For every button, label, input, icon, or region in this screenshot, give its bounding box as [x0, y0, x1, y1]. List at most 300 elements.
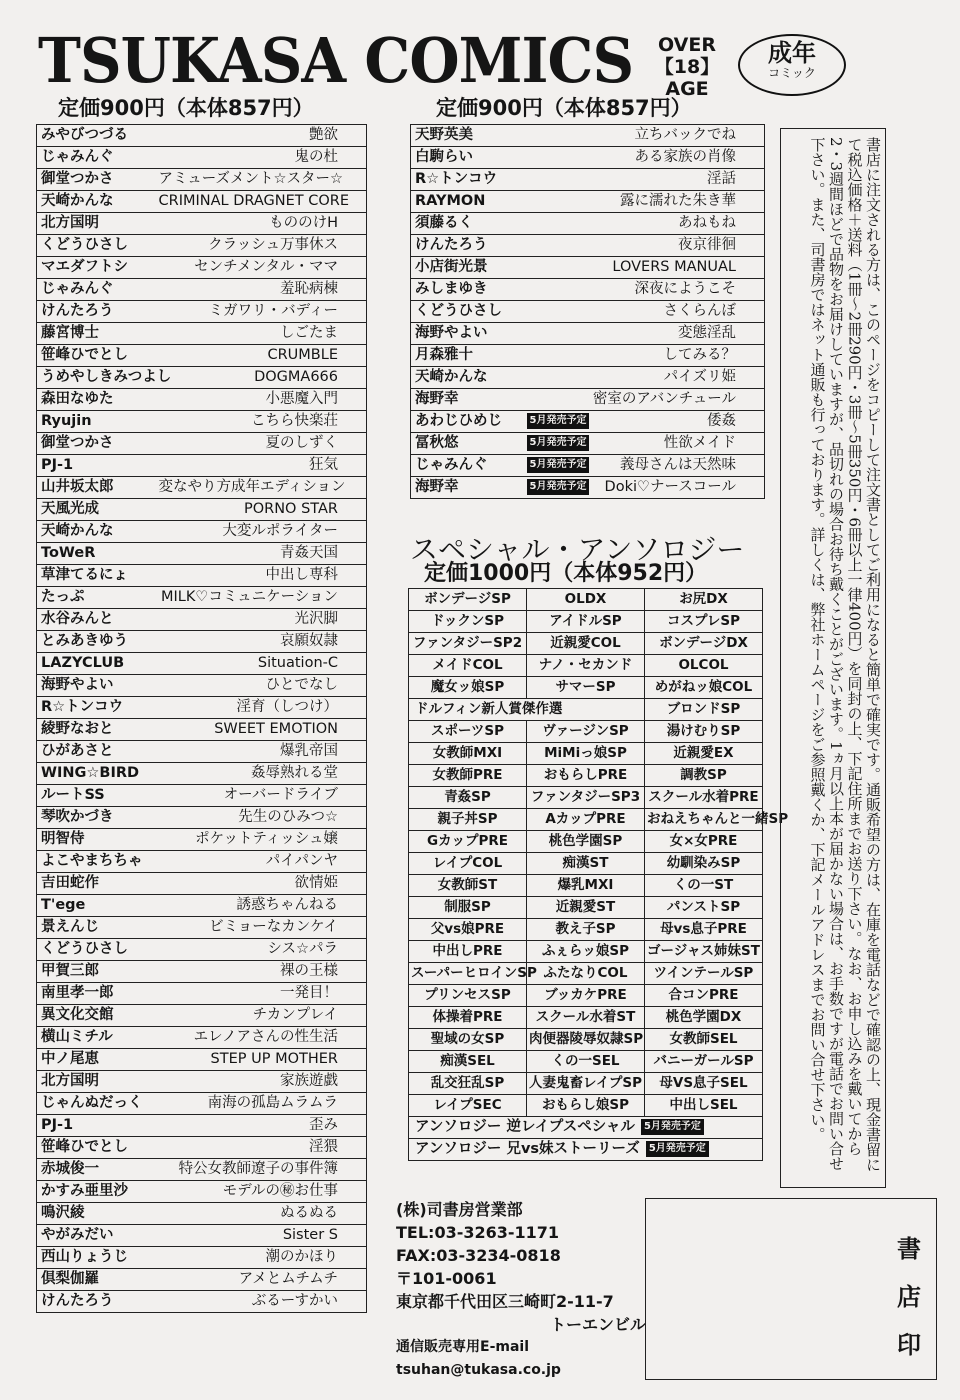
grid-cell: MiMiっ娘SP	[527, 743, 645, 765]
table-row	[37, 213, 367, 235]
grid-cell: 桃色学園DX	[645, 1007, 763, 1029]
table-row	[37, 807, 367, 829]
author-cell: LAZYCLUB	[37, 653, 155, 675]
title-text: パイズリ姫	[663, 369, 736, 385]
table-row	[411, 433, 765, 455]
title-cell	[523, 191, 765, 213]
grid-cell: 女×女PRE	[645, 831, 763, 853]
author-cell: RAYMON	[411, 191, 523, 213]
table-row	[411, 125, 765, 147]
table-row	[37, 1137, 367, 1159]
grid-cell: OLDX	[527, 589, 645, 611]
table-row	[37, 1291, 367, 1313]
grid-cell: 幼馴染みSP	[645, 853, 763, 875]
grid-cell: AカップPRE	[527, 809, 645, 831]
grid-cell: 女教師MXI	[409, 743, 527, 765]
author-cell: 水谷みんと	[37, 609, 155, 631]
author-cell: じゃみんぐ	[37, 279, 155, 301]
grid-cell: プリンセスSP	[409, 985, 527, 1007]
author-cell: かすみ亜里沙	[37, 1181, 155, 1203]
grid-row	[409, 677, 763, 699]
author-cell: 景えんじ	[37, 917, 155, 939]
anthology-cell	[409, 1117, 763, 1139]
table-row	[37, 411, 367, 433]
release-badge: 5月発売予定	[527, 457, 590, 473]
author-cell: ひがあさと	[37, 741, 155, 763]
grid-row	[409, 1095, 763, 1117]
title-cell	[523, 279, 765, 301]
author-cell: くどうひさし	[37, 235, 155, 257]
table-row	[411, 169, 765, 191]
author-cell: 天風光成	[37, 499, 155, 521]
grid-cell: ボンデージSP	[409, 589, 527, 611]
title-cell: 歪み	[155, 1115, 367, 1137]
title-cell: エレノアさんの性生活	[155, 1027, 367, 1049]
grid-row	[409, 985, 763, 1007]
grid-cell: 痴漢ST	[527, 853, 645, 875]
title-cell	[523, 169, 765, 191]
author-cell: ルートSS	[37, 785, 155, 807]
table-row	[411, 301, 765, 323]
title-cell	[523, 411, 765, 433]
grid-cell: スーパーヒロインSP	[409, 963, 527, 985]
table-row	[37, 235, 367, 257]
table-row	[37, 1269, 367, 1291]
title-cell: CRUMBLE	[155, 345, 367, 367]
title-cell: ポケットティッシュ嬢	[155, 829, 367, 851]
title-text: LOVERS MANUAL	[612, 259, 736, 275]
table-row	[37, 389, 367, 411]
table-row	[37, 1093, 367, 1115]
title-cell: パイパンヤ	[155, 851, 367, 873]
grid-cell: ドルフィン新人賞傑作選	[409, 699, 645, 721]
special-price: 定価1000円（本体952円）	[424, 561, 708, 586]
grid-cell: 爆乳MXI	[527, 875, 645, 897]
title-text: あねもね	[678, 215, 736, 231]
title-text: 露に濡れた朱き華	[620, 193, 736, 209]
table-row	[37, 917, 367, 939]
table-row	[411, 323, 765, 345]
table-row	[37, 433, 367, 455]
title-cell: Sister S	[155, 1225, 367, 1247]
fax-number: FAX:03-3234-0818	[396, 1246, 561, 1265]
author-cell: 御堂つかさ	[37, 433, 155, 455]
stamp-char: 印	[897, 1330, 921, 1359]
grid-cell: 母VS息子SEL	[645, 1073, 763, 1095]
table-row	[411, 345, 765, 367]
grid-cell: 女教師PRE	[409, 765, 527, 787]
grid-row	[409, 1051, 763, 1073]
author-cell: くどうひさし	[37, 939, 155, 961]
table-row	[411, 147, 765, 169]
grid-row	[409, 963, 763, 985]
grid-cell: 痴漢SEL	[409, 1051, 527, 1073]
grid-cell: 青姦SP	[409, 787, 527, 809]
grid-cell: ブッカケPRE	[527, 985, 645, 1007]
title-cell	[523, 235, 765, 257]
title-text: Doki♡ナースコール	[604, 479, 736, 495]
grid-cell: アイドルSP	[527, 611, 645, 633]
release-badge: 5月発売予定	[641, 1119, 704, 1135]
author-cell: 笹峰ひでとし	[37, 1137, 155, 1159]
author-cell: 綾野なおと	[37, 719, 155, 741]
author-cell: 月森雅十	[411, 345, 523, 367]
grid-cell: スポーツSP	[409, 721, 527, 743]
table-row	[37, 719, 367, 741]
author-cell: たっぷ	[37, 587, 155, 609]
title-cell: 狂気	[155, 455, 367, 477]
title-text: 密室のアバンチュール	[592, 391, 736, 407]
title-text: 深夜にようこそ	[634, 281, 736, 297]
bookstore-stamp-box	[645, 1198, 937, 1380]
grid-row	[409, 941, 763, 963]
anthology-title: アンソロジー 兄vs妹ストーリーズ	[415, 1141, 640, 1157]
grid-cell: 湯けむりSP	[645, 721, 763, 743]
publisher-address	[396, 1198, 646, 1382]
title-cell: ビミョーなカンケイ	[155, 917, 367, 939]
author-cell: R☆トンコウ	[37, 697, 155, 719]
table-row	[37, 455, 367, 477]
table-row	[37, 169, 367, 191]
author-cell: 南里孝一郎	[37, 983, 155, 1005]
author-cell: 倶梨伽羅	[37, 1269, 155, 1291]
grid-cell: 人妻鬼畜レイプSP	[527, 1073, 645, 1095]
email-address[interactable]: tsuhan@tukasa.co.jp	[396, 1362, 561, 1378]
author-cell: R☆トンコウ	[411, 169, 523, 191]
grid-cell: 母vs息子PRE	[645, 919, 763, 941]
grid-cell: 近親愛EX	[645, 743, 763, 765]
grid-cell: 魔女ッ娘SP	[409, 677, 527, 699]
author-cell: くどうひさし	[411, 301, 523, 323]
table-row	[37, 851, 367, 873]
adult-badge-title: 成年	[768, 39, 816, 67]
grid-cell: 近親愛COL	[527, 633, 645, 655]
author-cell: 海野幸	[411, 389, 523, 411]
title-cell: CRIMINAL DRAGNET CORE	[155, 191, 367, 213]
author-cell: みしまゆき	[411, 279, 523, 301]
grid-cell: 合コンPRE	[645, 985, 763, 1007]
author-cell: 鳴沢綾	[37, 1203, 155, 1225]
grid-cell: ゴージャス姉妹ST	[645, 941, 763, 963]
author-cell: T'ege	[37, 895, 155, 917]
grid-cell: おもらし娘SP	[527, 1095, 645, 1117]
author-cell: 西山りょうじ	[37, 1247, 155, 1269]
grid-cell: おもらしPRE	[527, 765, 645, 787]
author-cell: 天崎かんな	[37, 191, 155, 213]
author-cell: じゃみんぐ	[37, 147, 155, 169]
author-cell: 冨秋悠	[411, 433, 523, 455]
title-cell	[523, 301, 765, 323]
table-row	[37, 323, 367, 345]
grid-cell: サマーSP	[527, 677, 645, 699]
anthology-row	[409, 1139, 763, 1161]
title-cell: 誘惑ちゃんねる	[155, 895, 367, 917]
grid-cell: 親子丼SP	[409, 809, 527, 831]
table-row	[37, 543, 367, 565]
table-row	[37, 653, 367, 675]
grid-cell: ドックンSP	[409, 611, 527, 633]
author-cell: 甲賀三郎	[37, 961, 155, 983]
grid-cell: ナノ・セカンド	[527, 655, 645, 677]
title-cell: 特公女教師遼子の事件簿	[155, 1159, 367, 1181]
title-cell: 南海の孤島ムラムラ	[155, 1093, 367, 1115]
author-cell: 明智侍	[37, 829, 155, 851]
grid-cell: 中出しSEL	[645, 1095, 763, 1117]
title-cell	[523, 345, 765, 367]
company-name: (株)司書房営業部	[396, 1200, 523, 1219]
title-cell: 大変ルポライター	[155, 521, 367, 543]
title-cell: 一発目！	[155, 983, 367, 1005]
grid-cell: 父vs娘PRE	[409, 919, 527, 941]
grid-row	[409, 1007, 763, 1029]
table-row	[411, 235, 765, 257]
grid-cell: ファンタジーSP2	[409, 633, 527, 655]
table-row	[37, 675, 367, 697]
grid-row	[409, 1029, 763, 1051]
left-title-list	[36, 124, 367, 1313]
author-cell: 海野やよい	[37, 675, 155, 697]
grid-cell: メイドCOL	[409, 655, 527, 677]
table-row	[411, 213, 765, 235]
author-cell: 吉田蛇作	[37, 873, 155, 895]
title-text: 変態淫乱	[678, 325, 736, 341]
stamp-char: 店	[897, 1282, 921, 1311]
grid-cell: スクール水着PRE	[645, 787, 763, 809]
table-row	[37, 763, 367, 785]
grid-cell: コスプレSP	[645, 611, 763, 633]
email-label: 通信販売専用E-mail	[396, 1339, 530, 1355]
table-row	[37, 609, 367, 631]
release-badge: 5月発売予定	[527, 413, 590, 429]
author-cell: 笹峰ひでとし	[37, 345, 155, 367]
table-row	[37, 1181, 367, 1203]
title-cell: 潮のかほり	[155, 1247, 367, 1269]
author-cell: 北方国明	[37, 213, 155, 235]
grid-cell: めがねッ娘COL	[645, 677, 763, 699]
author-cell: PJ-1	[37, 1115, 155, 1137]
author-cell: 山井坂太郎	[37, 477, 155, 499]
title-cell: ぬるぬる	[155, 1203, 367, 1225]
table-row	[37, 499, 367, 521]
title-cell: ミガワリ・バディー	[155, 301, 367, 323]
title-text: 立ちバックでね	[634, 127, 736, 143]
grid-cell: ブロンドSP	[645, 699, 763, 721]
grid-row	[409, 655, 763, 677]
table-row	[37, 565, 367, 587]
grid-cell: 調教SP	[645, 765, 763, 787]
author-cell: 赤城俊一	[37, 1159, 155, 1181]
grid-cell: 教え子SP	[527, 919, 645, 941]
table-row	[37, 301, 367, 323]
grid-cell: 女教師SEL	[645, 1029, 763, 1051]
anthology-row	[409, 1117, 763, 1139]
author-cell: じゃみんぐ	[411, 455, 523, 477]
title-text: 淫話	[707, 171, 736, 187]
title-cell: 小悪魔入門	[155, 389, 367, 411]
title-cell	[523, 257, 765, 279]
title-cell	[523, 213, 765, 235]
adult-badge-sub: コミック	[768, 66, 816, 80]
title-cell: 爆乳帝国	[155, 741, 367, 763]
title-cell: STEP UP MOTHER	[155, 1049, 367, 1071]
grid-row	[409, 809, 763, 831]
author-cell: 御堂つかさ	[37, 169, 155, 191]
title-cell	[523, 125, 765, 147]
grid-cell: 中出しPRE	[409, 941, 527, 963]
title-cell: 淫猥	[155, 1137, 367, 1159]
grid-row	[409, 699, 763, 721]
special-anthology-grid	[408, 588, 789, 1161]
author-cell: けんたろう	[37, 1291, 155, 1313]
author-cell: Ryujin	[37, 411, 155, 433]
title-cell	[523, 433, 765, 455]
title-cell	[523, 323, 765, 345]
author-cell: とみあきゆう	[37, 631, 155, 653]
table-row	[411, 257, 765, 279]
grid-cell: ふぇらッ娘SP	[527, 941, 645, 963]
table-row	[411, 191, 765, 213]
title-text: してみる？	[663, 347, 736, 363]
table-row	[37, 895, 367, 917]
author-cell: よこやまちちゃ	[37, 851, 155, 873]
table-row	[37, 961, 367, 983]
over-text: OVER	[658, 34, 716, 56]
title-cell: センチメンタル・ママ	[155, 257, 367, 279]
author-cell: じゃんぬだっく	[37, 1093, 155, 1115]
table-row	[411, 367, 765, 389]
title-text: 夜京徘徊	[678, 237, 736, 253]
table-row	[37, 191, 367, 213]
title-cell: 欲情姫	[155, 873, 367, 895]
title-cell: 淫育（しつけ）	[155, 697, 367, 719]
table-row	[37, 1071, 367, 1093]
author-cell: 中ノ尾恵	[37, 1049, 155, 1071]
author-cell: 草津てるにょ	[37, 565, 155, 587]
title-cell: 夏のしずく	[155, 433, 367, 455]
author-cell: ToWeR	[37, 543, 155, 565]
title-cell: ぶるーすかい	[155, 1291, 367, 1313]
stamp-char: 書	[897, 1234, 921, 1263]
title-cell: ひとでなし	[155, 675, 367, 697]
title-cell: DOGMA666	[155, 367, 367, 389]
author-cell: 天崎かんな	[37, 521, 155, 543]
table-row	[37, 741, 367, 763]
title-cell: モデルの㊙お仕事	[155, 1181, 367, 1203]
title-cell: 青姦天国	[155, 543, 367, 565]
author-cell: みやびつづる	[37, 125, 155, 147]
grid-cell: くの一ST	[645, 875, 763, 897]
table-row	[37, 829, 367, 851]
title-cell	[523, 455, 765, 477]
table-row	[37, 1225, 367, 1247]
table-row	[411, 411, 765, 433]
title-text: 倭姦	[707, 413, 736, 429]
grid-cell: 制服SP	[409, 897, 527, 919]
title-cell: アミューズメント☆スター☆	[155, 169, 367, 191]
grid-cell: スクール水着ST	[527, 1007, 645, 1029]
table-row	[37, 1027, 367, 1049]
title-cell: 先生のひみつ☆	[155, 807, 367, 829]
phone-number: TEL:03-3263-1171	[396, 1223, 560, 1242]
table-row	[37, 257, 367, 279]
title-cell	[523, 147, 765, 169]
table-row	[37, 631, 367, 653]
grid-row	[409, 765, 763, 787]
author-cell: 海野幸	[411, 477, 523, 499]
grid-row	[409, 897, 763, 919]
author-cell: 森田なゆた	[37, 389, 155, 411]
grid-cell: おねえちゃんと一緒SP	[645, 809, 763, 831]
table-row	[411, 389, 765, 411]
table-row	[411, 279, 765, 301]
title-cell: PORNO STAR	[155, 499, 367, 521]
title-cell	[523, 477, 765, 499]
table-row	[37, 477, 367, 499]
title-cell: Situation-C	[155, 653, 367, 675]
table-row	[37, 1247, 367, 1269]
grid-cell: 聖域の女SP	[409, 1029, 527, 1051]
title-cell: 家族遊戯	[155, 1071, 367, 1093]
title-cell: シス☆パラ	[155, 939, 367, 961]
title-cell: もののけH	[155, 213, 367, 235]
table-row	[411, 477, 765, 499]
table-row	[37, 873, 367, 895]
table-row	[37, 147, 367, 169]
author-cell: マエダフトシ	[37, 257, 155, 279]
author-cell: 琴吹かづき	[37, 807, 155, 829]
grid-row	[409, 787, 763, 809]
table-row	[37, 587, 367, 609]
title-cell: 鬼の杜	[155, 147, 367, 169]
title-text: ある家族の肖像	[634, 149, 736, 165]
grid-cell: 近親愛ST	[527, 897, 645, 919]
author-cell: 異文化交館	[37, 1005, 155, 1027]
grid-row	[409, 633, 763, 655]
grid-row	[409, 875, 763, 897]
bookstore-stamp-label	[895, 1225, 923, 1369]
anthology-cell	[409, 1139, 763, 1161]
grid-row	[409, 919, 763, 941]
author-cell: けんたろう	[411, 235, 523, 257]
author-cell: けんたろう	[37, 301, 155, 323]
title-cell: チカンプレイ	[155, 1005, 367, 1027]
price-right: 定価900円（本体857円）	[436, 96, 692, 120]
grid-cell: OLCOL	[645, 655, 763, 677]
table-row	[37, 345, 367, 367]
table-row	[37, 367, 367, 389]
grid-cell: ファンタジーSP3	[527, 787, 645, 809]
table-row	[37, 785, 367, 807]
grid-cell: ふたなりCOL	[527, 963, 645, 985]
grid-cell: レイプSEC	[409, 1095, 527, 1117]
author-cell: 白駒らい	[411, 147, 523, 169]
street-address: 東京都千代田区三崎町2-11-7	[396, 1292, 614, 1311]
author-cell: 海野やよい	[411, 323, 523, 345]
grid-cell: 肉便器陵辱奴隷SP	[527, 1029, 645, 1051]
title-text: さくらんぼ	[663, 303, 736, 319]
table-row	[37, 1159, 367, 1181]
table-row	[37, 1005, 367, 1027]
grid-cell: ボンデージDX	[645, 633, 763, 655]
grid-cell: GカップPRE	[409, 831, 527, 853]
title-cell: オーバードライブ	[155, 785, 367, 807]
grid-cell: 桃色学園SP	[527, 831, 645, 853]
adult-comic-badge	[738, 34, 846, 96]
title-cell: 姦辱熟れる堂	[155, 763, 367, 785]
title-cell: 裸の王様	[155, 961, 367, 983]
table-row	[37, 1049, 367, 1071]
release-badge: 5月発売予定	[527, 435, 590, 451]
